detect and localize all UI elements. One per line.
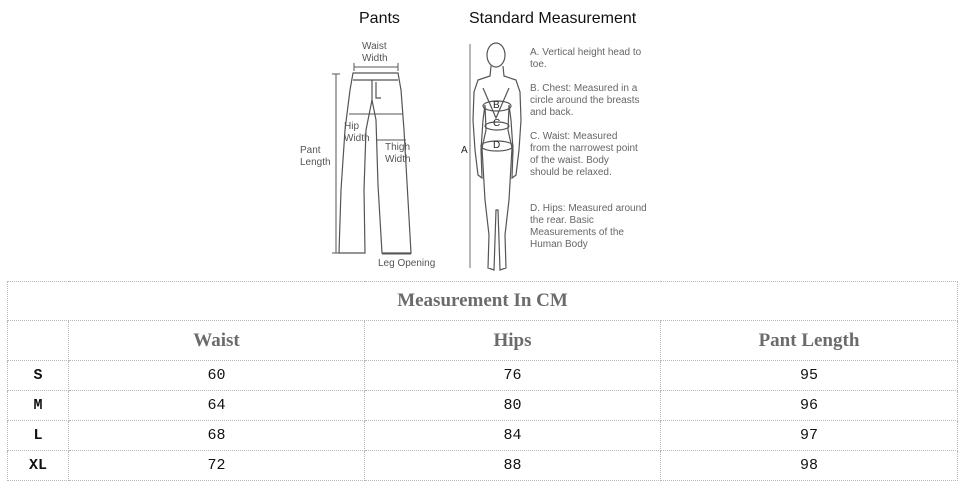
size-cell: L: [8, 421, 69, 451]
note-a: A. Vertical height head to toe.: [530, 47, 642, 70]
column-header-waist: Waist: [69, 321, 365, 361]
pant-length-cell: 98: [661, 451, 958, 481]
body-letter-c: C: [493, 118, 501, 129]
table-row: [8, 421, 958, 451]
body-letter-b: B: [493, 100, 500, 111]
body-letter-a: A: [461, 145, 468, 156]
pants-title: Pants: [359, 10, 400, 27]
column-header-hips: Hips: [365, 321, 661, 361]
waist-cell: 68: [69, 421, 365, 451]
column-header-size: [8, 321, 69, 361]
size-cell: M: [8, 391, 69, 421]
note-d: D. Hips: Measured around the rear. Basic Measurements of the Human Body: [530, 203, 647, 250]
size-cell: XL: [8, 451, 69, 481]
hips-cell: 84: [365, 421, 661, 451]
waist-width-label: Waist Width: [362, 41, 388, 64]
table-caption: Measurement In CM: [8, 282, 958, 321]
waist-cell: 60: [69, 361, 365, 391]
hip-width-label: Hip Width: [344, 121, 370, 144]
standard-measurement-title: Standard Measurement: [469, 10, 637, 27]
note-c: C. Waist: Measured from the narrowest point of the waist. Body should be relaxed.: [530, 131, 638, 178]
size-table: [7, 281, 958, 481]
body-illustration: [470, 43, 521, 270]
body-letter-d: D: [493, 140, 501, 151]
waist-cell: 64: [69, 391, 365, 421]
table-row: [8, 391, 958, 421]
thigh-width-label: Thigh Width: [385, 142, 411, 165]
column-header-pant-length: Pant Length: [661, 321, 958, 361]
pant-length-cell: 95: [661, 361, 958, 391]
hips-cell: 88: [365, 451, 661, 481]
hips-cell: 80: [365, 391, 661, 421]
pant-length-label: Pant Length: [300, 145, 331, 168]
hips-cell: 76: [365, 361, 661, 391]
leg-opening-label: Leg Opening: [378, 258, 436, 269]
size-cell: S: [8, 361, 69, 391]
table-row: [8, 361, 958, 391]
waist-cell: 72: [69, 451, 365, 481]
note-b: B. Chest: Measured in a circle around the breasts and back.: [530, 83, 640, 118]
table-row: [8, 451, 958, 481]
pant-length-cell: 97: [661, 421, 958, 451]
pant-length-cell: 96: [661, 391, 958, 421]
